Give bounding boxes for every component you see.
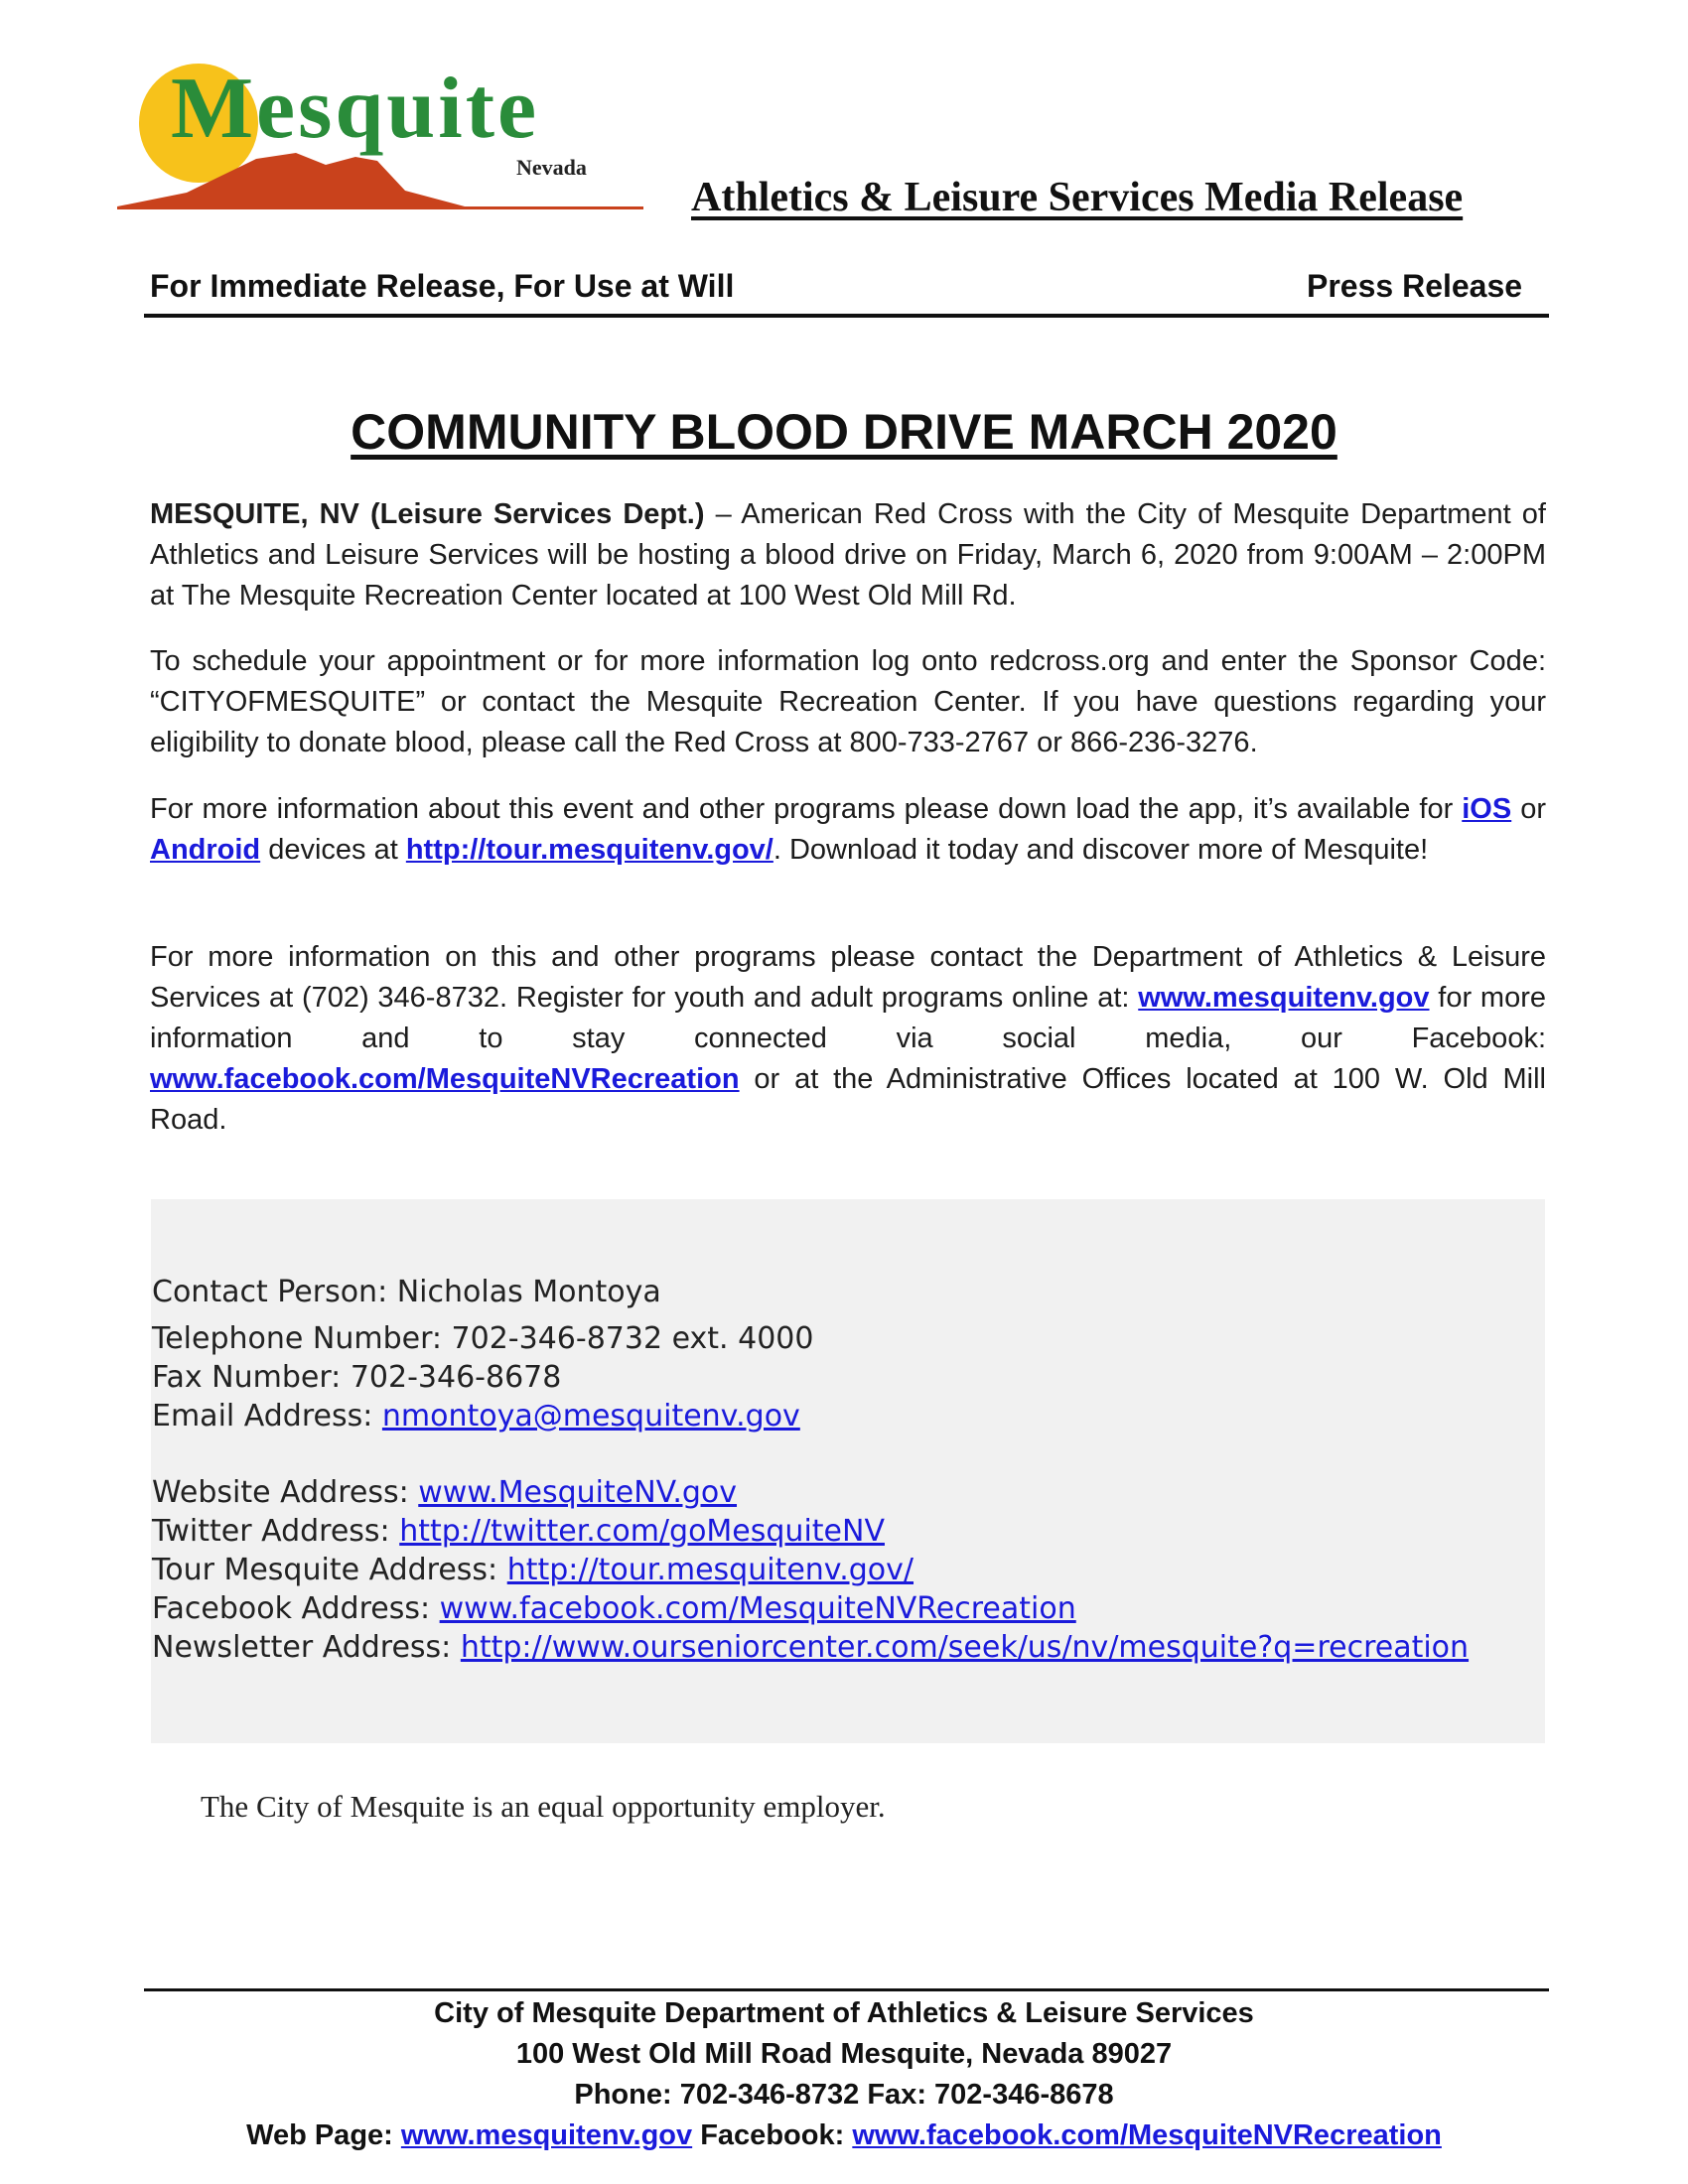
contact-facebook-link[interactable]: www.facebook.com/MesquiteNVRecreation [439,1591,1076,1626]
footer-divider [144,1988,1549,1991]
contact-twitter: Twitter Address: http://twitter.com/goMesquiteNV [152,1514,885,1549]
logo-subtitle: Nevada [516,155,587,180]
footer-address: 100 West Old Mill Road Mesquite, Nevada 89027 [515,2038,1173,2070]
paragraph-contact-info [150,937,1546,1141]
footer-facebook-link[interactable]: www.facebook.com/MesquiteNVRecreation [852,2119,1442,2151]
logo-underline [117,206,643,209]
ios-link[interactable]: iOS [1462,793,1512,825]
contact-tour-link[interactable]: http://tour.mesquitenv.gov/ [506,1553,914,1587]
contact-email: Email Address: nmontoya@mesquitenv.gov [152,1399,800,1433]
contact-person: Contact Person: Nicholas Montoya [152,1275,661,1309]
paragraph-intro [150,494,1546,616]
footer-website-link[interactable]: www.mesquitenv.gov [400,2119,693,2151]
contact-telephone: Telephone Number: 702-346-8732 ext. 4000 [152,1321,814,1356]
app-text-end: . Download it today and discover more of Mesquite! [773,834,1429,866]
paragraph-app [150,789,1546,871]
release-notice: For Immediate Release, For Use at Will [150,268,735,304]
website-link[interactable]: www.mesquitenv.gov [1138,982,1430,1014]
contact-facebook: Facebook Address: www.facebook.com/MesquiteNVRecreation [152,1591,1076,1626]
email-link[interactable]: nmontoya@mesquitenv.gov [381,1399,800,1433]
newsletter-link[interactable]: http://www.ourseniorcenter.com/seek/us/nv/mesquite?q=recreation [460,1630,1470,1665]
page-title: COMMUNITY BLOOD DRIVE MARCH 2020 [351,404,1337,460]
app-text-devices: devices at [260,834,406,866]
contact-tour: Tour Mesquite Address: http://tour.mesquitenv.gov/ [152,1553,914,1587]
press-release-label: Press Release [1307,268,1523,304]
contact-website: Website Address: www.MesquiteNV.gov [152,1475,738,1510]
dateline: MESQUITE, NV (Leisure Services Dept.) [150,498,705,530]
paragraph-schedule: To schedule your appointment or for more information log onto redcross.org and enter the Sponsor Code: “CITYOFMESQUITE” or contact the Mesquite Recreation Center. If you have questions regarding your eligibility to donate blood, please call the Red Cross at 800-733-2767 or 866-236-3276. [150,645,1546,758]
contact-newsletter: Newsletter Address: http://www.ourseniorcenter.com/seek/us/nv/mesquite?q=recreation [152,1630,1470,1665]
footer-web: Web Page: www.mesquitenv.gov Facebook: www.facebook.com/MesquiteNVRecreation [246,2119,1442,2151]
facebook-link[interactable]: www.facebook.com/MesquiteNVRecreation [150,1063,740,1095]
logo-wordmark: Mesquite [171,61,540,157]
contact-fax: Fax Number: 702-346-8678 [152,1360,562,1395]
app-text-or: or [1511,793,1547,825]
contact-text-end: or at the Administrative Offices located at 100 W. Old Mill Road. [150,1063,1546,1136]
header-title: Athletics & Leisure Services Media Release [691,175,1464,220]
contact-text-social: for more information and to stay connected via social media, our Facebook: [150,982,1546,1054]
release-divider [144,314,1549,318]
twitter-link[interactable]: http://twitter.com/goMesquiteNV [399,1514,885,1549]
app-text: For more information about this event and other programs please down load the app, it’s available for [150,793,1463,825]
tour-link[interactable]: http://tour.mesquitenv.gov/ [405,834,774,866]
footer-phone: Phone: 702-346-8732 Fax: 702-346-8678 [574,2079,1114,2111]
android-link[interactable]: Android [150,834,261,866]
equal-opportunity-statement: The City of Mesquite is an equal opportunity employer. [201,1789,886,1824]
contact-website-link[interactable]: www.MesquiteNV.gov [418,1475,738,1510]
contact-text: For more information on this and other programs please contact the Department of Athletics & Leisure Services at (702) 346-8732. Register for youth and adult programs online at: [150,941,1546,1014]
footer-department: City of Mesquite Department of Athletics & Leisure Services [434,1997,1254,2029]
intro-text: – American Red Cross with the City of Mesquite Department of Athletics and Leisure Services will be hosting a blood drive on Friday, March 6, 2020 from 9:00AM – 2:00PM at The Mesquite Recreation Center located at 100 West Old Mill Rd. [150,498,1546,612]
